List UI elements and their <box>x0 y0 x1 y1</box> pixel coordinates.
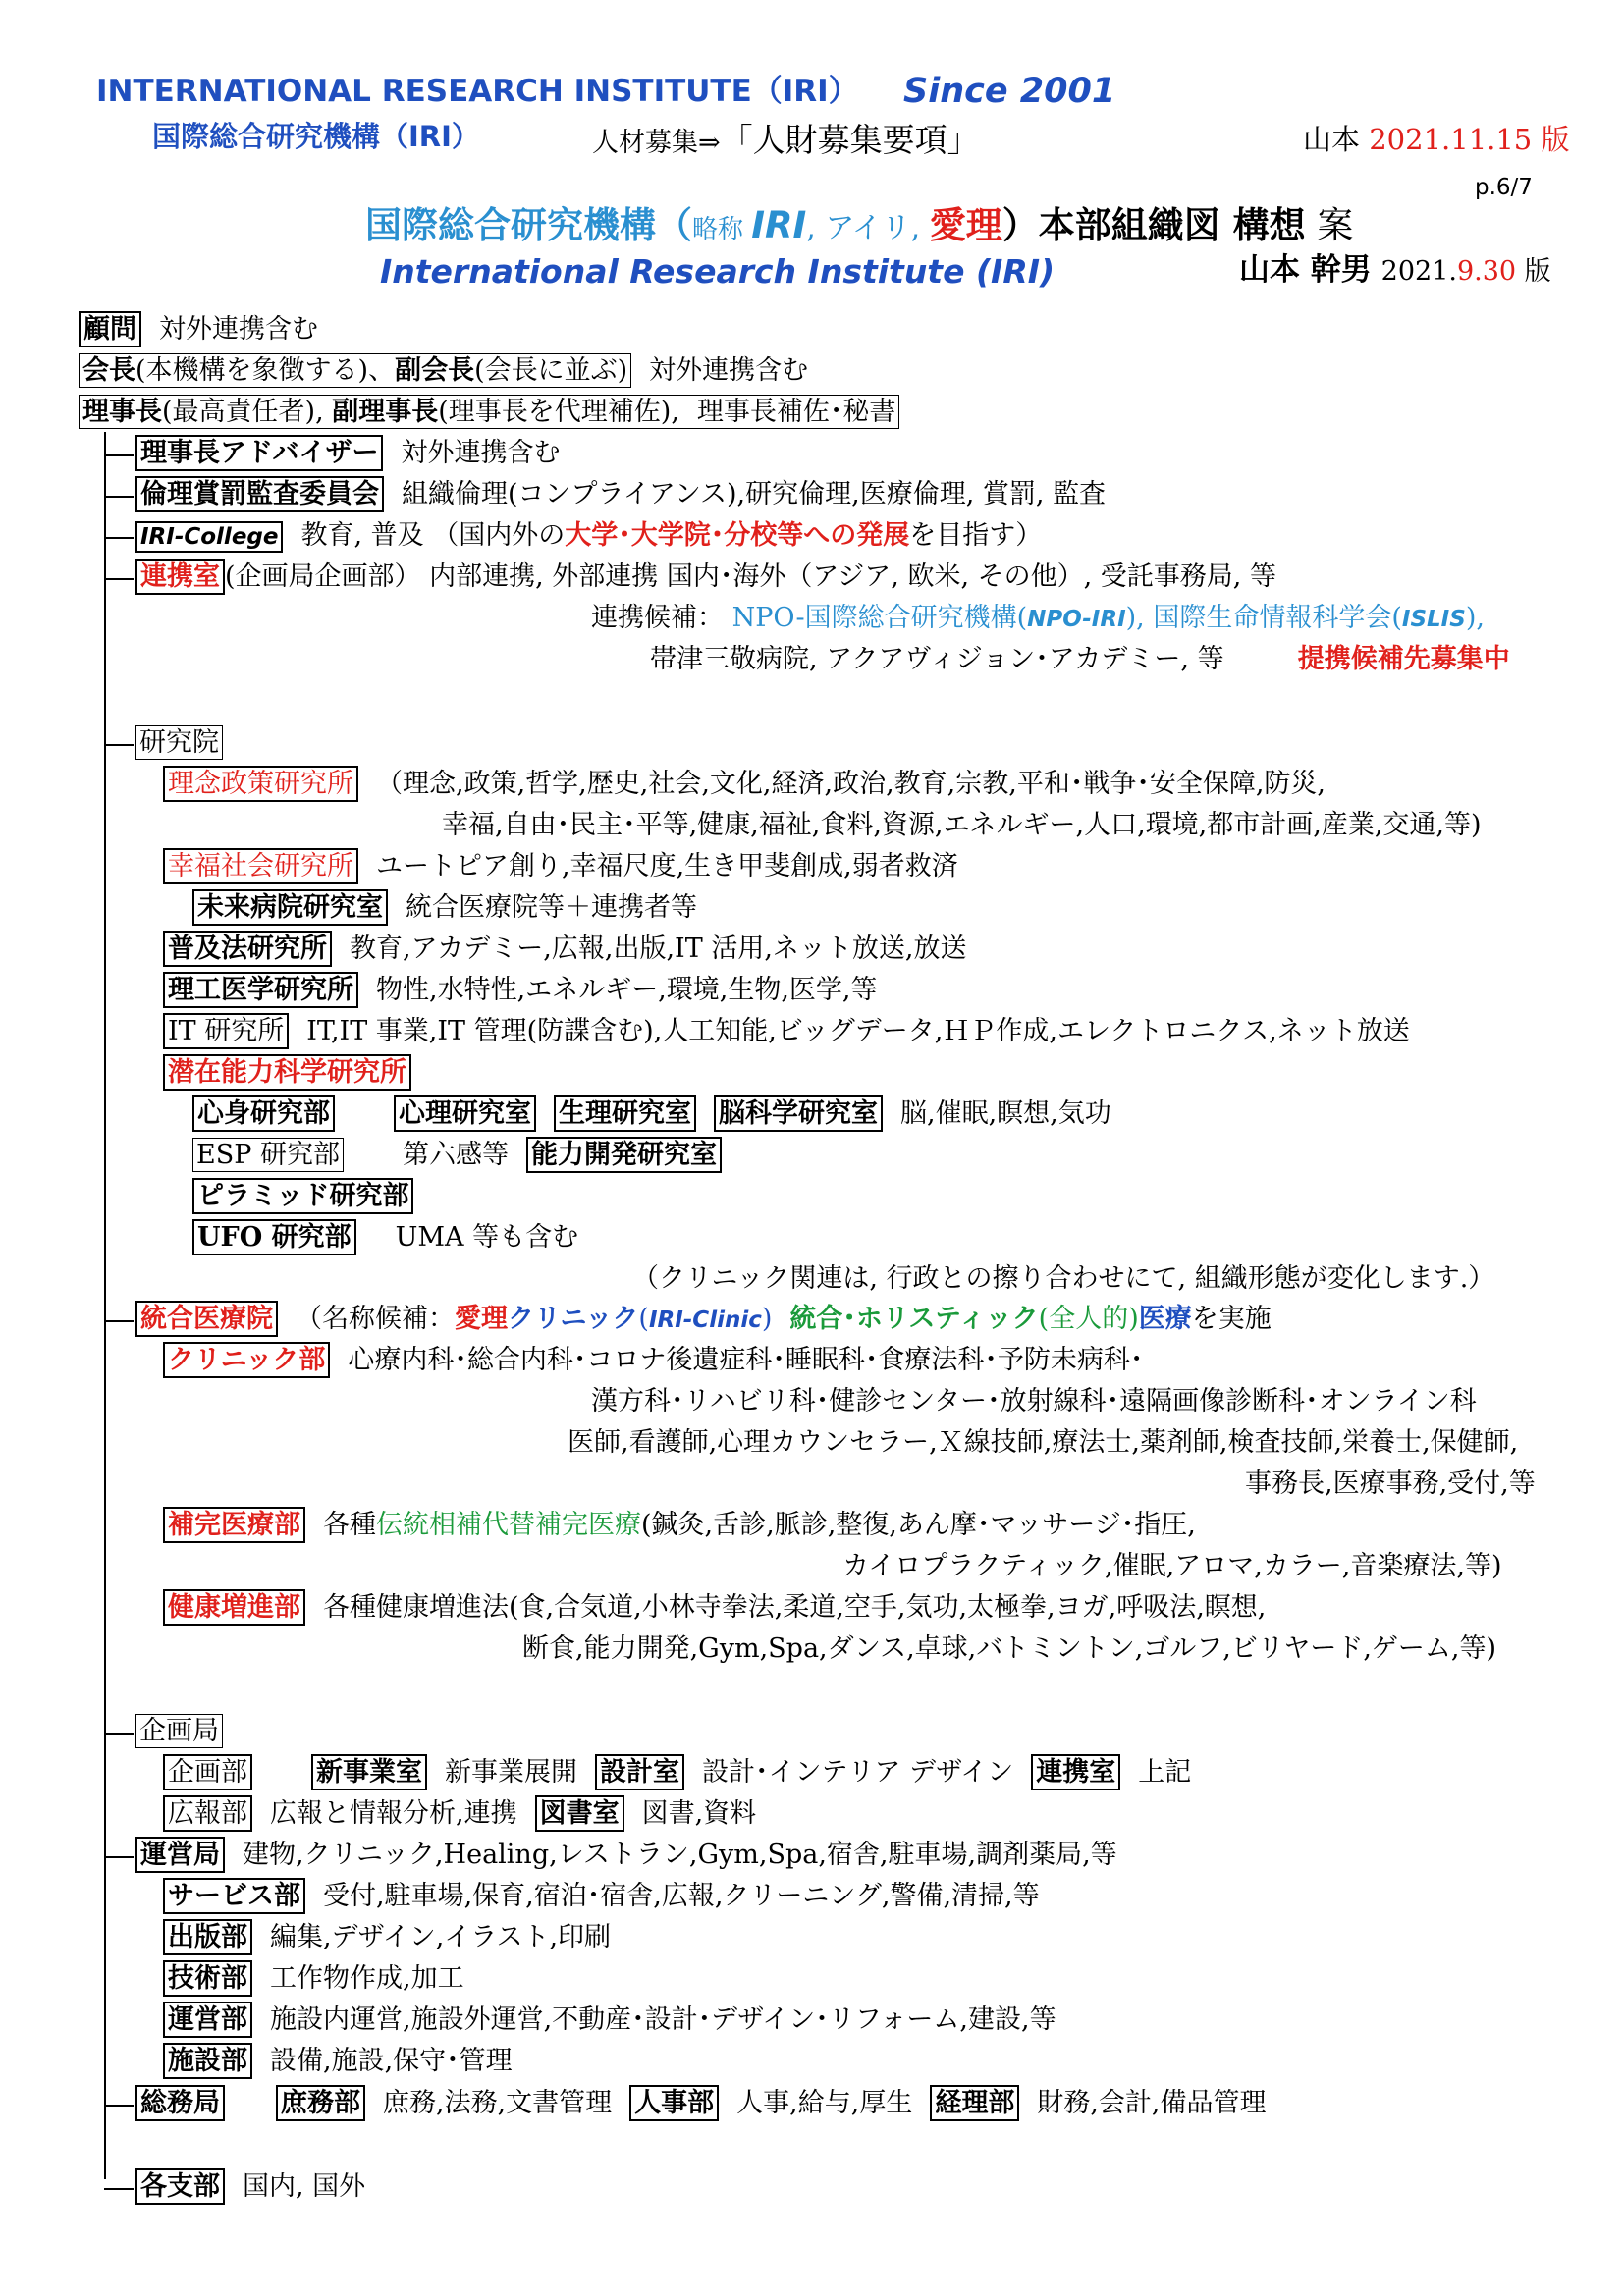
branch-line <box>104 578 134 580</box>
row-liaison-candidates-2: 帯津三敬病院, アクアヴィジョン･アカデミー, 等 提携候補先募集中 <box>650 644 1510 674</box>
node-director[interactable]: 理事長(最高責任者), 副理事長(理事長を代理補佐), 理事長補佐･秘書 <box>79 395 899 429</box>
row-esp: ESP 研究部 第六感等 能力開発研究室 <box>192 1142 722 1168</box>
node-affairs[interactable]: 庶務部 <box>276 2085 365 2121</box>
node-general[interactable]: 総務局 <box>135 2085 225 2121</box>
node-clinic[interactable]: クリニック部 <box>163 1342 330 1378</box>
node-director-advisor[interactable]: 理事長アドバイザー <box>135 435 383 471</box>
node-design[interactable]: 設計室 <box>595 1754 684 1790</box>
header-since: Since 2001 <box>903 72 1116 111</box>
row-planning-depts: 企画部 新事業室 新事業展開 設計室 設計･インテリア デザイン 連携室 上記 <box>163 1759 1191 1786</box>
main-title: 国際総合研究機構（略称 IRI, アイリ, 愛理）本部組織図 構想 案 <box>365 203 1354 246</box>
row-advisor: 顧問 対外連携含む <box>79 316 318 343</box>
node-hr[interactable]: 人事部 <box>629 2085 719 2121</box>
row-future-hospital: 未来病院研究室 統合医療院等＋連携者等 <box>192 894 697 921</box>
row-publishing: 出版部 編集,デザイン,イラスト,印刷 <box>163 1924 611 1950</box>
row-director-advisor: 理事長アドバイザー 対外連携含む <box>135 440 560 466</box>
author-line: 山本 幹男 2021.9.30 版 <box>1239 252 1551 288</box>
node-branches[interactable]: 各支部 <box>135 2168 225 2205</box>
branch-line <box>104 1320 134 1322</box>
node-advisor[interactable]: 顧問 <box>79 311 141 347</box>
row-complementary-2: カイロプラクティック,催眠,アロマ,カラー,音楽療法,等) <box>842 1551 1502 1581</box>
row-clinic-3: 医師,看護師,心理カウンセラー,Ｘ線技師,療法士,薬剤師,検査技師,栄養士,保健師, <box>568 1427 1519 1458</box>
row-dissemination: 普及法研究所 教育,アカデミー,広報,出版,IT 活用,ネット放送,放送 <box>163 935 966 962</box>
row-complementary: 補完医療部 各種伝統相補代替補完医療(鍼灸,舌診,脈診,整復,あん摩･マッサージ･指圧, <box>163 1512 1196 1538</box>
node-esp[interactable]: ESP 研究部 <box>192 1138 344 1172</box>
row-health-2: 断食,能力開発,Gym,Spa,ダンス,卓球,バトミントン,ゴルフ,ビリヤード,ゲーム,等) <box>522 1633 1497 1664</box>
row-pyramid <box>192 1183 413 1209</box>
page-number: p.6/7 <box>1475 175 1533 200</box>
node-mind-body[interactable]: 心身研究部 <box>192 1095 335 1132</box>
node-publishing[interactable]: 出版部 <box>163 1919 252 1955</box>
node-science-med[interactable]: 理工医学研究所 <box>163 972 358 1008</box>
candidate-npo-iri[interactable]: NPO-国際総合研究機構(NPO-IRI), <box>731 603 1145 633</box>
node-planning-dept[interactable]: 企画部 <box>163 1754 252 1790</box>
node-happiness[interactable]: 幸福社会研究所 <box>163 848 358 884</box>
row-philosophy-2: 幸福,自由･民主･平等,健康,福祉,食料,資源,エネルギー,人口,環境,都市計画,産業,交通,等) <box>442 810 1482 840</box>
node-pyramid[interactable]: ピラミッド研究部 <box>192 1178 413 1214</box>
row-clinic-4: 事務長,医療事務,受付,等 <box>1245 1468 1536 1499</box>
node-physiology[interactable]: 生理研究室 <box>554 1095 696 1132</box>
node-it[interactable]: IT 研究所 <box>163 1013 289 1049</box>
row-potential <box>163 1059 411 1086</box>
row-ufo: UFO 研究部 UMA 等も含む <box>192 1224 578 1251</box>
node-new-biz[interactable]: 新事業室 <box>311 1754 427 1790</box>
branch-line <box>104 2105 134 2107</box>
clinic-note: （クリニック関連は, 行政との擦り合わせにて, 組織形態が変化します.） <box>632 1263 1495 1294</box>
row-facility: 施設部 設備,施設,保守･管理 <box>163 2048 513 2074</box>
row-science-med: 理工医学研究所 物性,水特性,エネルギー,環境,生物,医学,等 <box>163 977 878 1003</box>
version-label: 山本 2021.11.15 版 <box>1303 123 1570 156</box>
row-branches: 各支部 国内, 国外 <box>135 2173 365 2200</box>
row-general: 総務局 庶務部 庶務,法務,文書管理 人事部 人事,給与,厚生 経理部 財務,会計,備品管理 <box>135 2090 1267 2116</box>
node-future-hospital[interactable]: 未来病院研究室 <box>192 889 388 926</box>
recruit-link[interactable]: 人材募集⇒「人財募集要項」 <box>592 121 980 159</box>
node-brain[interactable]: 脳科学研究室 <box>714 1095 883 1132</box>
node-ability[interactable]: 能力開発研究室 <box>526 1137 722 1173</box>
row-college: IRI-College 教育, 普及 （国内外の大学･大学院･分校等への発展を目指す） <box>135 522 1042 549</box>
node-philosophy[interactable]: 理念政策研究所 <box>163 766 358 802</box>
node-health[interactable]: 健康増進部 <box>163 1589 305 1626</box>
header-title-en: INTERNATIONAL RESEARCH INSTITUTE（IRI） <box>96 74 859 109</box>
node-library[interactable]: 図書室 <box>535 1795 624 1832</box>
row-liaison-candidates: 連携候補： NPO-国際総合研究機構(NPO-IRI), 国際生命情報科学会(ISLIS), <box>591 603 1485 633</box>
row-management: 運営部 施設内運営,施設外運営,不動産･設計･デザイン･リフォーム,建設,等 <box>163 2006 1056 2033</box>
node-technical[interactable]: 技術部 <box>163 1960 252 1997</box>
row-integrative: 統合医療院 （名称候補：愛理クリニック(IRI-Clinic) 統合･ホリスティック(全人的)医療を実施 <box>135 1306 1272 1332</box>
row-chairman: 会長(本機構を象徴する)、副会長(会長に並ぶ) 対外連携含む <box>79 357 808 384</box>
node-psychology[interactable]: 心理研究室 <box>394 1095 536 1132</box>
row-pr: 広報部 広報と情報分析,連携 図書室 図書,資料 <box>163 1800 756 1827</box>
node-facility[interactable]: 施設部 <box>163 2043 252 2079</box>
branch-line <box>104 537 134 539</box>
node-operations[interactable]: 運営局 <box>135 1837 225 1873</box>
node-liaison-planning[interactable]: 連携室 <box>1031 1754 1120 1790</box>
tree-trunk-line <box>104 432 106 2179</box>
candidate-recruit-note: 提携候補先募集中 <box>1297 644 1510 674</box>
node-complementary[interactable]: 補完医療部 <box>163 1507 305 1543</box>
node-chairman[interactable]: 会長(本機構を象徴する)、副会長(会長に並ぶ) <box>79 353 631 388</box>
node-service[interactable]: サービス部 <box>163 1878 305 1914</box>
branch-line <box>104 496 134 498</box>
branch-line <box>104 744 134 746</box>
row-philosophy: 理念政策研究所 （理念,政策,哲学,歴史,社会,文化,経済,政治,教育,宗教,平和･戦争･安全保障,防災, <box>163 771 1326 797</box>
branch-line <box>104 454 134 456</box>
row-director <box>79 399 899 425</box>
row-happiness: 幸福社会研究所 ユートピア創り,幸福尺度,生き甲斐創成,弱者救済 <box>163 853 958 880</box>
row-planning <box>135 1718 223 1744</box>
node-planning[interactable]: 企画局 <box>135 1714 223 1748</box>
node-college[interactable]: IRI-College <box>135 521 283 553</box>
node-potential[interactable]: 潜在能力科学研究所 <box>163 1054 411 1091</box>
row-research <box>135 729 223 756</box>
header-org-jp: 国際総合研究機構（IRI） <box>152 120 480 153</box>
row-clinic-2: 漢方科･リハビリ科･健診センター･放射線科･遠隔画像診断科･オンライン科 <box>591 1386 1477 1416</box>
row-liaison: 連携室 (企画局企画部） 内部連携, 外部連携 国内･海外（アジア, 欧米, その他）, 受託事務局, 等 <box>135 563 1276 590</box>
node-integrative[interactable]: 統合医療院 <box>135 1301 278 1337</box>
row-it: IT 研究所 IT,IT 事業,IT 管理(防諜含む),人工知能,ビッグデータ,ＨＰ作成,エレクトロニクス,ネット放送 <box>163 1018 1410 1044</box>
node-management[interactable]: 運営部 <box>163 2002 252 2038</box>
row-service: サービス部 受付,駐車場,保育,宿泊･宿舎,広報,クリーニング,警備,清掃,等 <box>163 1883 1040 1909</box>
branch-line <box>104 1733 134 1735</box>
candidate-islis[interactable]: 国際生命情報科学会(ISLIS), <box>1153 603 1485 633</box>
node-liaison[interactable]: 連携室 <box>135 559 225 595</box>
node-dissemination[interactable]: 普及法研究所 <box>163 931 332 967</box>
row-mind-body: 心身研究部 心理研究室 生理研究室 脳科学研究室 脳,催眠,瞑想,気功 <box>192 1100 1111 1127</box>
subtitle-en: International Research Institute (IRI) <box>380 252 1056 291</box>
node-ethics[interactable]: 倫理賞罰監査委員会 <box>135 476 384 512</box>
node-pr[interactable]: 広報部 <box>163 1795 252 1832</box>
node-research[interactable]: 研究院 <box>135 725 223 760</box>
branch-line <box>104 1856 134 1858</box>
node-accounting[interactable]: 経理部 <box>930 2085 1019 2121</box>
row-operations: 運営局 建物,クリニック,Healing,レストラン,Gym,Spa,宿舎,駐車場,調剤薬局,等 <box>135 1842 1117 1868</box>
row-ethics: 倫理賞罰監査委員会 組織倫理(コンプライアンス),研究倫理,医療倫理, 賞罰, 監査 <box>135 481 1106 507</box>
row-clinic: クリニック部 心療内科･総合内科･コロナ後遺症科･睡眠科･食療法科･予防未病科･ <box>163 1347 1143 1373</box>
row-technical: 技術部 工作物作成,加工 <box>163 1965 464 1992</box>
node-ufo[interactable]: UFO 研究部 <box>192 1219 356 1255</box>
row-health: 健康増進部 各種健康増進法(食,合気道,小林寺拳法,柔道,空手,気功,太極拳,ヨガ,呼吸法,瞑想, <box>163 1594 1266 1621</box>
branch-line <box>104 2188 134 2190</box>
